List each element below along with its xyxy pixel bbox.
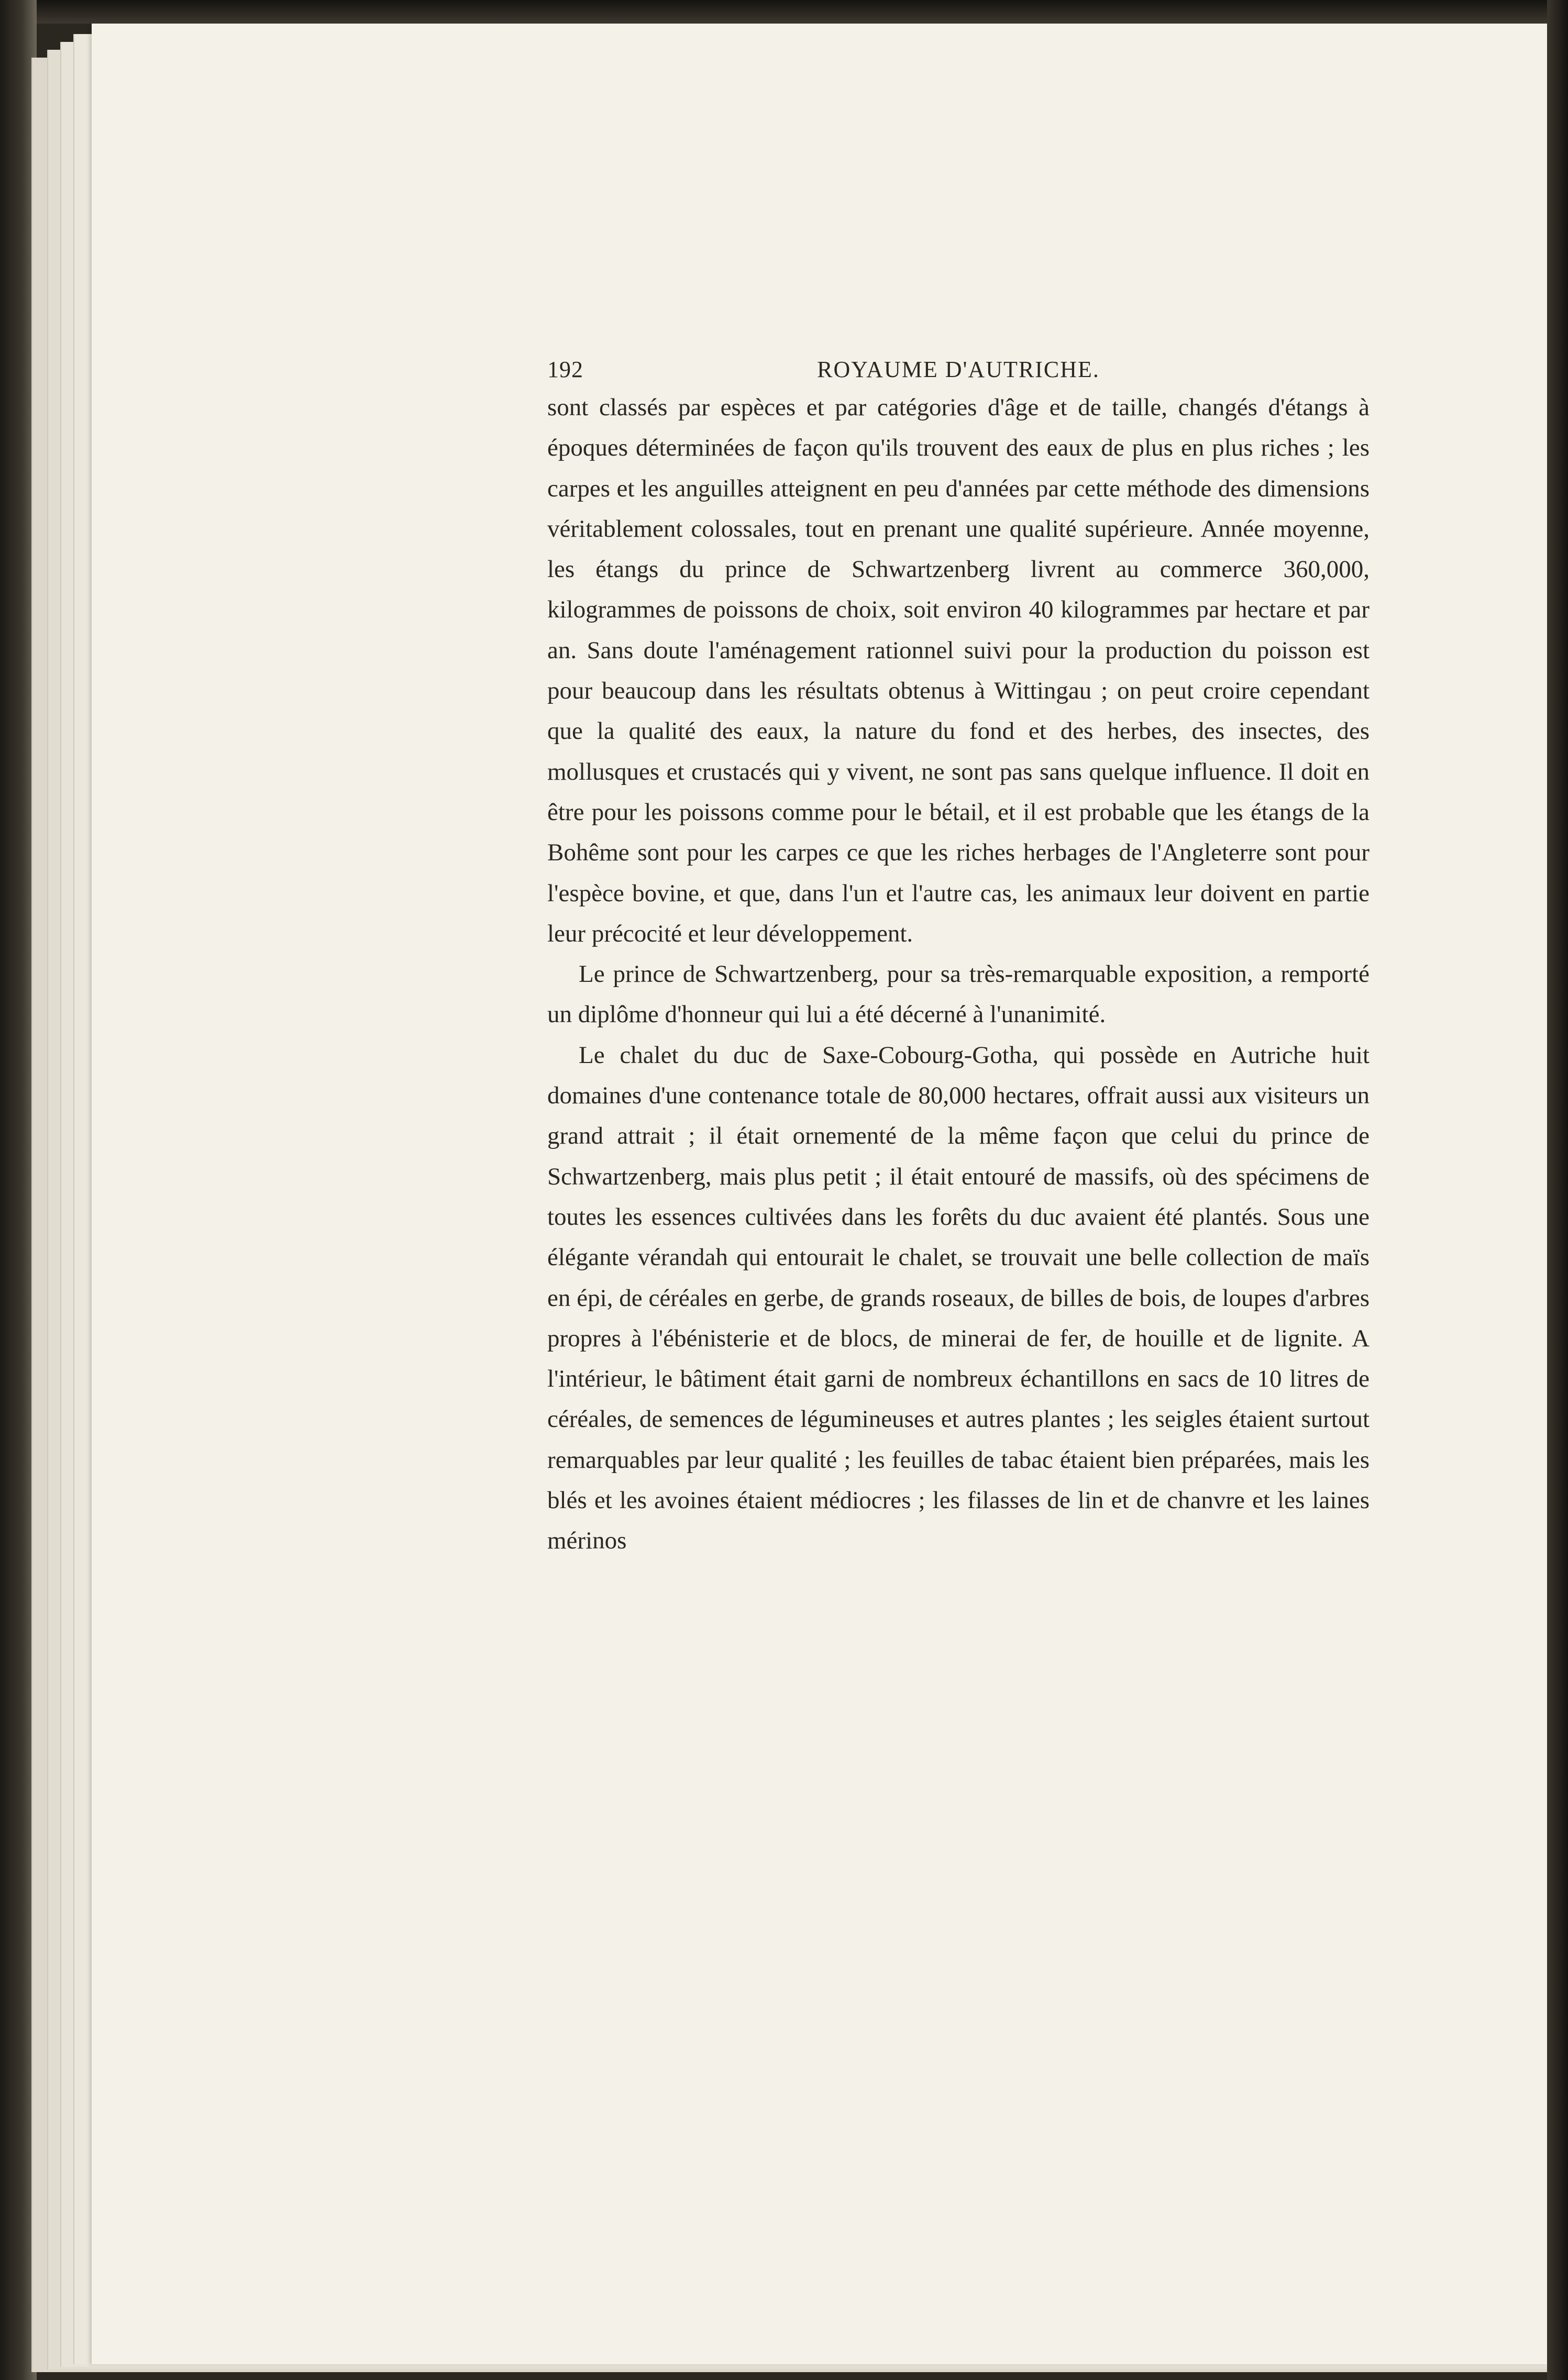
page-number: 192	[547, 357, 583, 382]
paragraph: sont classés par espèces et par catégories d'âge et de taille, changés d'étangs à époques déterminées de façon qu'ils trouvent des eaux de plus en plus riches ; les carpes et les anguilles atteignent en peu d'années par cette méthode des dimensions véritablement colossales, tout en prenant une qualité supérieure. Année moyenne, les étangs du prince de Schwartzenberg livrent au commerce 360,000, kilogrammes de poissons de choix, soit environ 40 kilogrammes par hectare et par an. Sans doute l'aménagement rationnel suivi pour la production du poisson est pour beaucoup dans les résultats obtenus à Wittingau ; on peut croire cependant que la qualité des eaux, la nature du fond et des herbes, des insectes, des mollusques et crustacés qui y vivent, ne sont pas sans quelque influence. Il doit en être pour les poissons comme pour le bétail, et il est probable que les étangs de la Bohême sont pour les carpes ce que les riches herbages de l'Angleterre sont pour l'espèce bovine, et que, dans l'un et l'autre cas, les animaux leur doivent en partie leur précocité et leur développement.	[547, 394, 1370, 947]
scan-top-border	[0, 0, 1568, 24]
paragraph: Le chalet du duc de Saxe-Cobourg-Gotha, qui possède en Autriche huit domaines d'une contenance totale de 80,000 hectares, offrait aussi aux visiteurs un grand attrait ; il était ornementé de la même façon que celui du prince de Schwartzenberg, mais plus petit ; il était entouré de massifs, où des spécimens de toutes les essences cultivées dans les forêts du duc avaient été plantés. Sous une élégante vérandah qui entourait le chalet, se trouvait une belle collection de maïs en épi, de céréales en gerbe, de grands roseaux, de billes de bois, de loupes d'arbres propres à l'ébénisterie et de blocs, de minerai de fer, de houille et de lignite. A l'intérieur, le bâtiment était garni de nombreux échantillons en sacs de 10 litres de céréales, de semences de légumineuses et autres plantes ; les seigles étaient surtout remarquables par leur qualité ; les feuilles de tabac étaient bien préparées, mais les blés et les avoines étaient médiocres ; les filasses de lin et de chanvre et les laines mérinos	[547, 1041, 1370, 1555]
running-head-title: ROYAUME D'AUTRICHE.	[817, 357, 1100, 382]
running-head	[547, 356, 1370, 388]
text-block	[547, 356, 1370, 1562]
paragraph: Le prince de Schwartzenberg, pour sa très-remarquable exposition, a remporté un diplôme d'honneur qui lui a été décerné à l'unanimité.	[547, 960, 1370, 1028]
scan-right-border	[1547, 0, 1568, 2380]
